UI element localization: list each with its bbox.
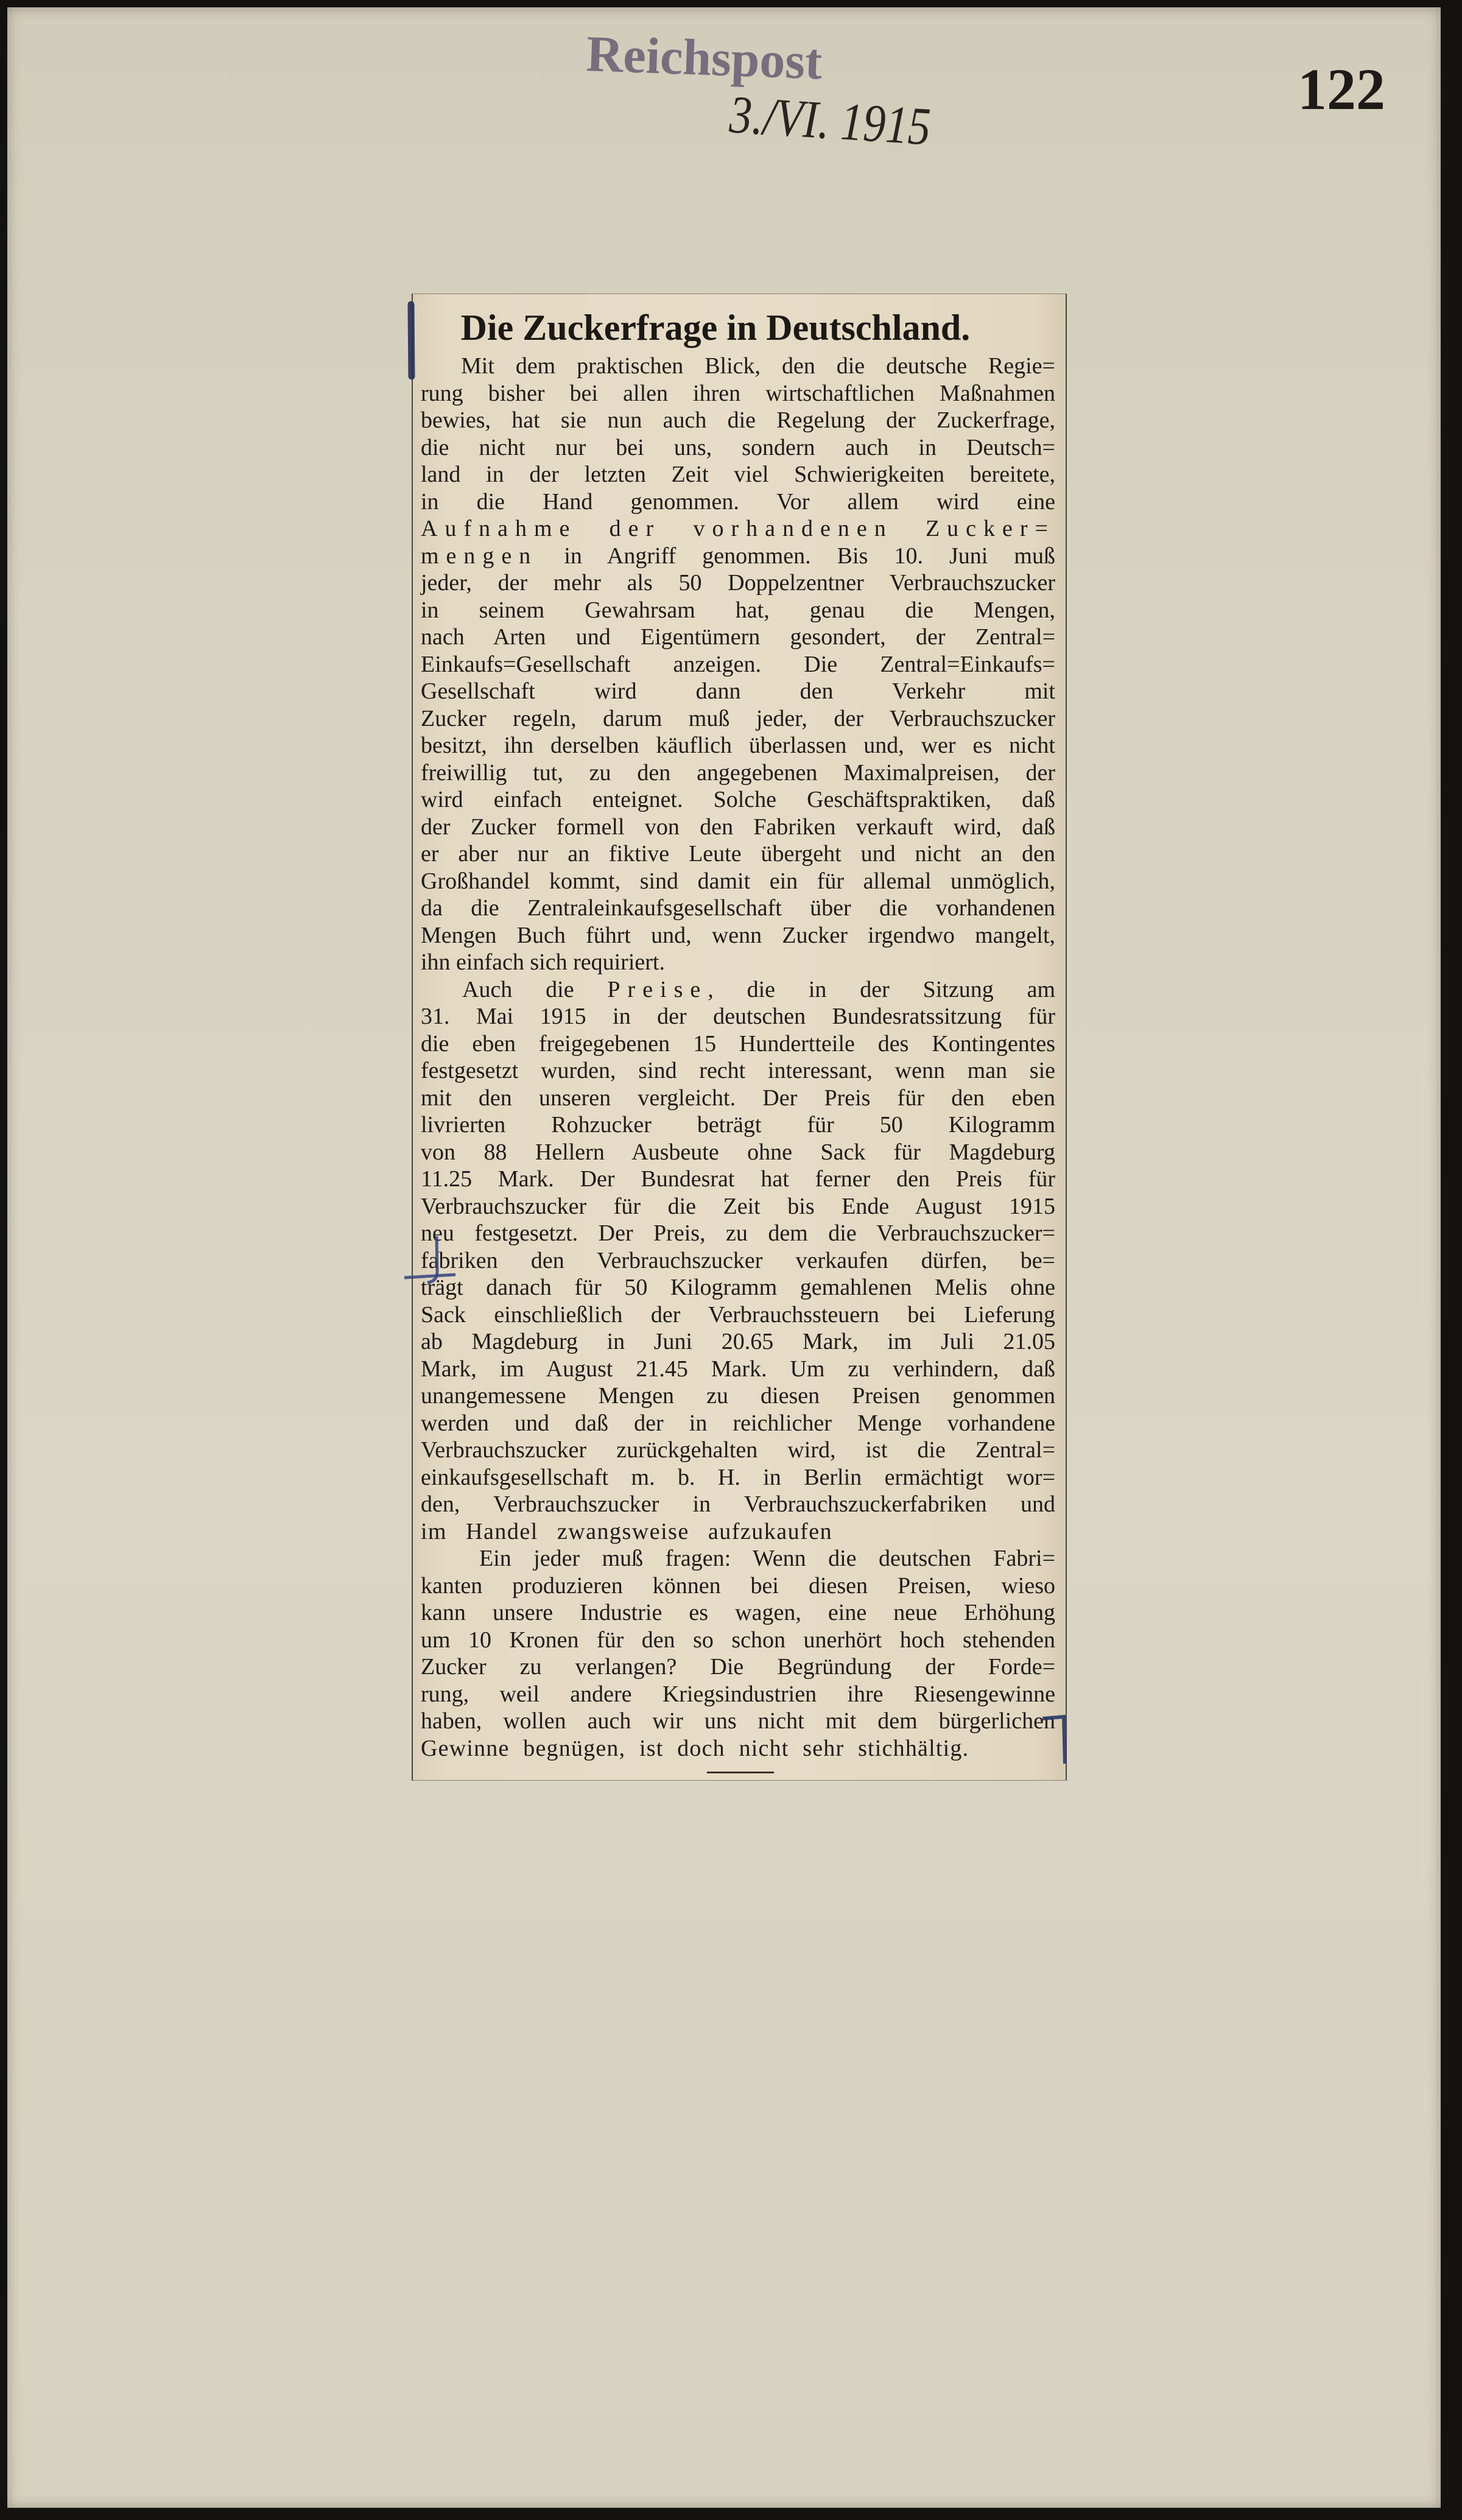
article-line: Gewinne begnügen, ist doch nicht sehr stichhältig.: [421, 1735, 969, 1761]
article-line: [421, 515, 1055, 543]
article-line: ihn einfach sich requiriert.: [421, 949, 665, 975]
article-line: jeder, der mehr als 50 Doppelzentner Verbrauchszucker: [421, 570, 1055, 596]
article-line: rung bisher bei allen ihren wirtschaftlichen Maßnahmen: [421, 380, 1055, 406]
article-line: werden und daß der in reichlicher Menge vorhandene: [421, 1410, 1055, 1436]
line-segment: in Angriff genommen. Bis 10. Juni muß: [538, 543, 1055, 569]
article-line: rung, weil andere Kriegsindustrien ihre Riesengewinne: [421, 1681, 1055, 1707]
article-line: einkaufsgesellschaft m. b. H. in Berlin ermächtigt wor=: [421, 1464, 1055, 1490]
article-line: der Zucker formell von den Fabriken verkauft wird, daß: [421, 814, 1055, 840]
article-line: Einkaufs=Gesellschaft anzeigen. Die Zentral=Einkaufs=: [421, 651, 1055, 677]
article-line: trägt danach für 50 Kilogramm gemahlenen Melis ohne: [421, 1275, 1055, 1300]
article-line: 31. Mai 1915 in der deutschen Bundesratssitzung für: [421, 1004, 1055, 1029]
article-line: unangemessene Mengen zu diesen Preisen genommen: [421, 1383, 1055, 1409]
article-line: Zucker regeln, darum muß jeder, der Verbrauchszucker: [421, 705, 1055, 731]
archive-stamp: Reichspost: [585, 26, 823, 91]
article-line: fabriken den Verbrauchszucker verkaufen dürfen, be=: [421, 1247, 1055, 1273]
article-line: bewies, hat sie nun auch die Regelung der Zuckerfrage,: [421, 407, 1055, 433]
article-line: wird einfach enteignet. Solche Geschäftspraktiken, daß: [421, 787, 1055, 812]
spaced-emphasis: Preise: [607, 976, 708, 1002]
article-line: in die Hand genommen. Vor allem wird eine: [421, 488, 1055, 515]
article-line: Verbrauchszucker für die Zeit bis Ende August 1915: [421, 1193, 1055, 1219]
article-line: neu festgesetzt. Der Preis, zu dem die Verbrauchszucker=: [421, 1220, 1055, 1246]
article-line: 11.25 Mark. Der Bundesrat hat ferner den Preis für: [421, 1166, 1055, 1192]
article-line: Gesellschaft wird dann den Verkehr mit: [421, 678, 1055, 704]
article-line: land in der letzten Zeit viel Schwierigkeiten bereitete,: [421, 462, 1055, 487]
article-line: im Handel zwangsweise aufzukaufen: [421, 1518, 833, 1544]
article-title: Die Zuckerfrage in Deutschland.: [460, 308, 971, 348]
article-line: Mengen Buch führt und, wenn Zucker irgendwo mangelt,: [421, 922, 1055, 948]
article-line: kann unsere Industrie es wagen, eine neue Erhöhung: [421, 1600, 1055, 1625]
article-line: besitzt, ihn derselben käuflich überlassen und, wer es nicht: [421, 733, 1055, 758]
article-line: [421, 976, 1055, 1004]
article-line: Ein jeder muß fragen: Wenn die deutschen Fabri=: [479, 1546, 1055, 1571]
article-line: er aber nur an fiktive Leute übergeht und nicht an den: [421, 841, 1055, 867]
article-end-rule: [707, 1772, 774, 1773]
spaced-emphasis: mengen: [421, 543, 538, 569]
article-line: kanten produzieren können bei diesen Preisen, wieso: [421, 1572, 1055, 1599]
article-line: Mit dem praktischen Blick, den die deutsche Regie=: [461, 353, 1055, 379]
article-line: die nicht nur bei uns, sondern auch in Deutsch=: [421, 434, 1055, 460]
page-number: 122: [1298, 57, 1385, 122]
article-line: festgesetzt wurden, sind recht interessant, wenn man sie: [421, 1058, 1055, 1083]
handwritten-date: 3./VI. 1915: [728, 85, 932, 157]
article-line: Großhandel kommt, sind damit ein für allemal unmöglich,: [421, 868, 1055, 894]
article-line: [421, 543, 1055, 570]
article-line: in seinem Gewahrsam hat, genau die Mengen,: [421, 597, 1055, 623]
article-line: die eben freigegebenen 15 Hundertteile des Kontingentes: [421, 1030, 1055, 1057]
article-line: Mark, im August 21.45 Mark. Um zu verhindern, daß: [421, 1356, 1055, 1382]
article-line: freiwillig tut, zu den angegebenen Maximalpreisen, der: [421, 759, 1055, 786]
line-segment: Auch die: [462, 976, 608, 1002]
article-line: ab Magdeburg in Juni 20.65 Mark, im Juli 21.05: [421, 1329, 1055, 1354]
article-line: Sack einschließlich der Verbrauchssteuern bei Lieferung: [421, 1301, 1055, 1328]
article-line: da die Zentraleinkaufsgesellschaft über die vorhandenen: [421, 895, 1055, 921]
spaced-emphasis: Aufnahme der vorhandenen Zucker=: [421, 516, 1055, 541]
article-line: Zucker zu verlangen? Die Begründung der Forde=: [421, 1654, 1055, 1680]
article-line: um 10 Kronen für den so schon unerhört hoch stehenden: [421, 1627, 1055, 1653]
article-line: den, Verbrauchszucker in Verbrauchszuckerfabriken und: [421, 1491, 1055, 1517]
article-line: Verbrauchszucker zurückgehalten wird, ist die Zentral=: [421, 1437, 1055, 1463]
article-line: von 88 Hellern Ausbeute ohne Sack für Magdeburg: [421, 1139, 1055, 1165]
line-segment: , die in der Sitzung am: [708, 976, 1055, 1002]
article-line: nach Arten und Eigentümern gesondert, der Zentral=: [421, 624, 1055, 650]
article-line: mit den unseren vergleicht. Der Preis für den eben: [421, 1085, 1055, 1111]
article-line: livrierten Rohzucker beträgt für 50 Kilogramm: [421, 1112, 1055, 1138]
article-body: [421, 353, 1055, 1762]
article-line: haben, wollen auch wir uns nicht mit dem bürgerlichen: [421, 1708, 1055, 1734]
